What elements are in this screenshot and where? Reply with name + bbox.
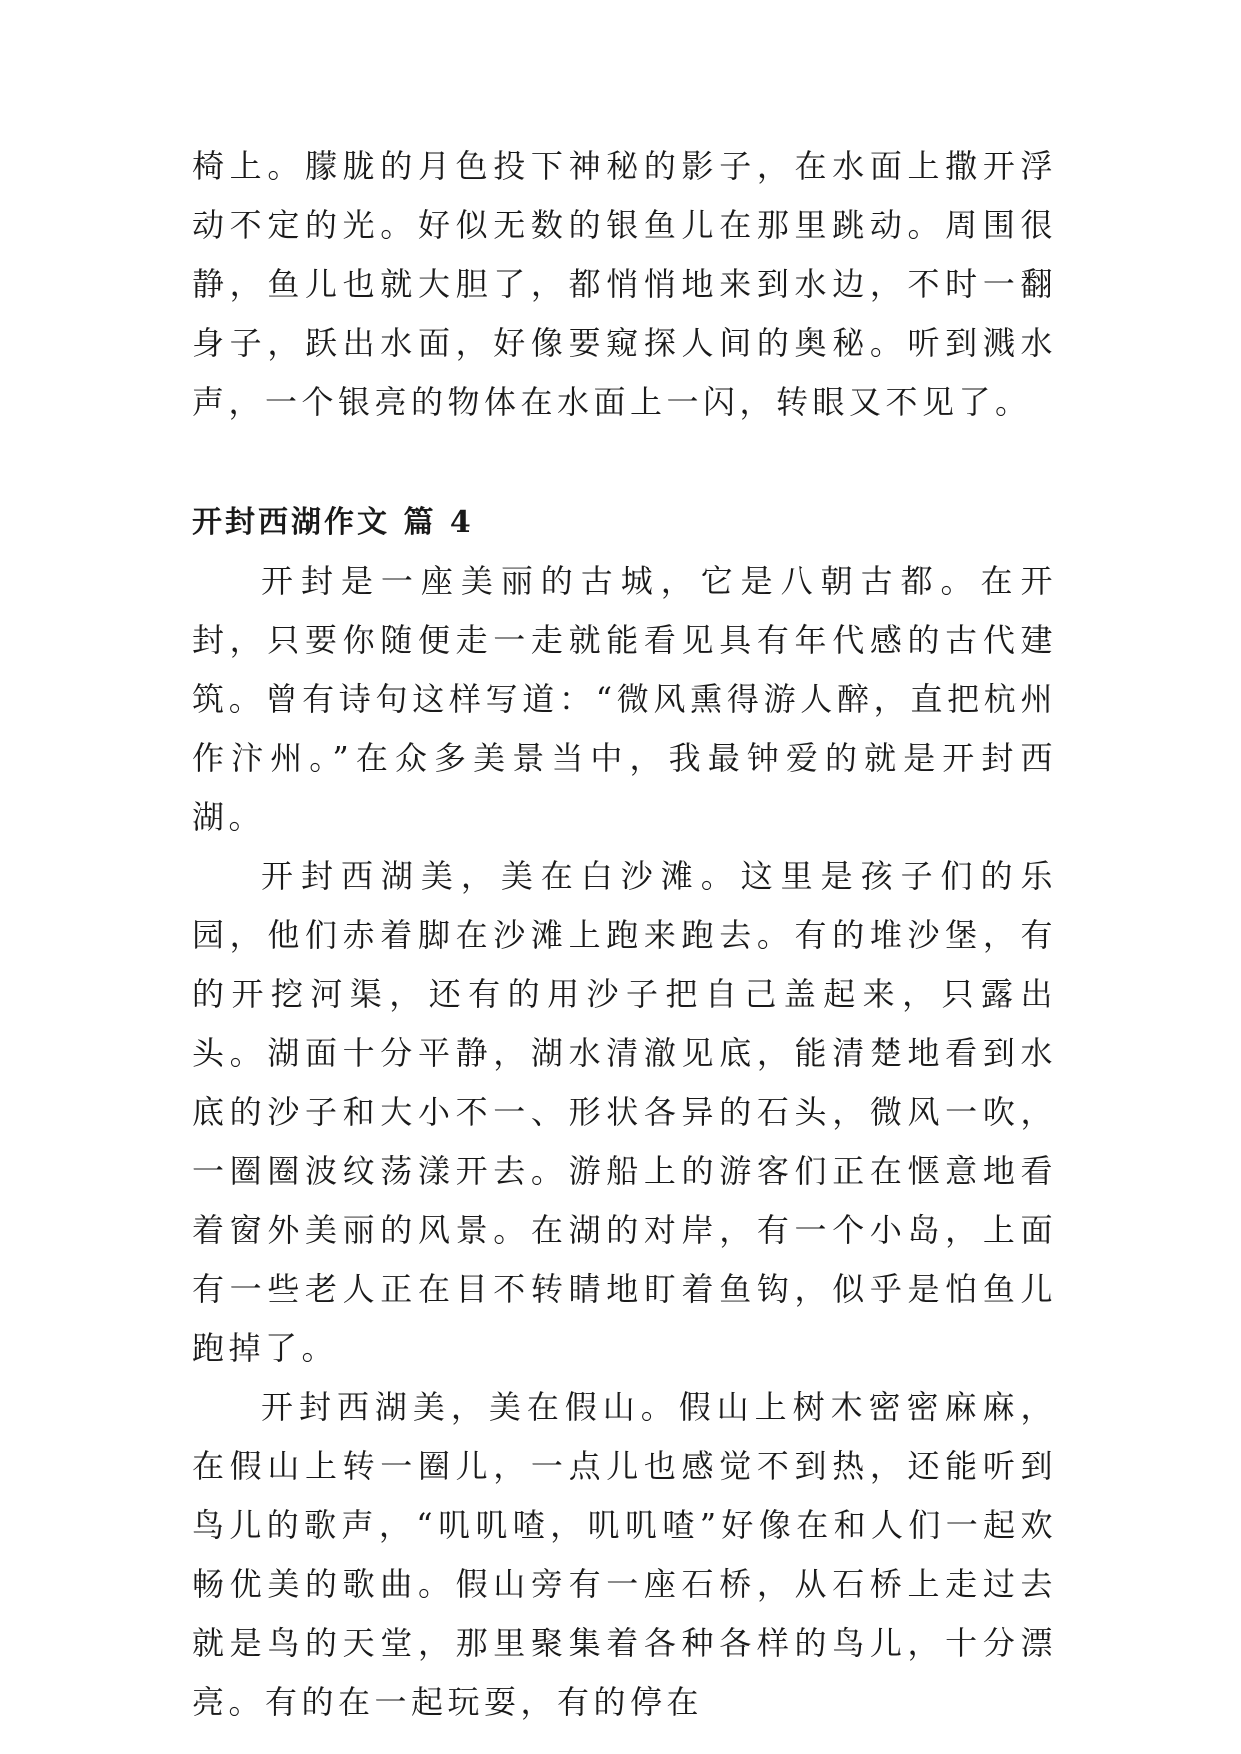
continued-paragraph: 椅上。朦胧的月色投下神秘的影子，在水面上撒开浮动不定的光。好似无数的银鱼儿在那里跳动。周围很静，鱼儿也就大胆了，都悄悄地来到水边，不时一翻身子，跃出水面，好像要窥探人间的奥秘。听到溅水声，一个银亮的物体在水面上一闪，转眼又不见了。 [192,147,1057,421]
paragraph-rockery: 开封西湖美，美在假山。假山上树木密密麻麻，在假山上转一圈儿，一点儿也感觉不到热，还能听到鸟儿的歌声，“叽叽喳，叽叽喳”好像在和人们一起欢畅优美的歌曲。假山旁有一座石桥，从石桥上走过去就是鸟的天堂，那里聚集着各种各样的鸟儿，十分漂亮。有的在一起玩耍，有的停在 [192,1388,1057,1721]
document-page [192,137,1057,1732]
paragraph-intro: 开封是一座美丽的古城，它是八朝古都。在开封，只要你随便走一走就能看见具有年代感的古代建筑。曾有诗句这样写道：“微风熏得游人醉，直把杭州作汴州。”在众多美景当中，我最钟爱的就是开封西湖。 [192,562,1057,836]
paragraph-white-beach: 开封西湖美，美在白沙滩。这里是孩子们的乐园，他们赤着脚在沙滩上跑来跑去。有的堆沙堡，有的开挖河渠，还有的用沙子把自己盖起来，只露出头。湖面十分平静，湖水清澈见底，能清楚地看到水底的沙子和大小不一、形状各异的石头，微风一吹，一圈圈波纹荡漾开去。游船上的游客们正在惬意地看着窗外美丽的风景。在湖的对岸，有一个小岛，上面有一些老人正在目不转睛地盯着鱼钩，似乎是怕鱼儿跑掉了。 [192,857,1057,1367]
section-title: 开封西湖作文 篇 4 [192,505,474,540]
